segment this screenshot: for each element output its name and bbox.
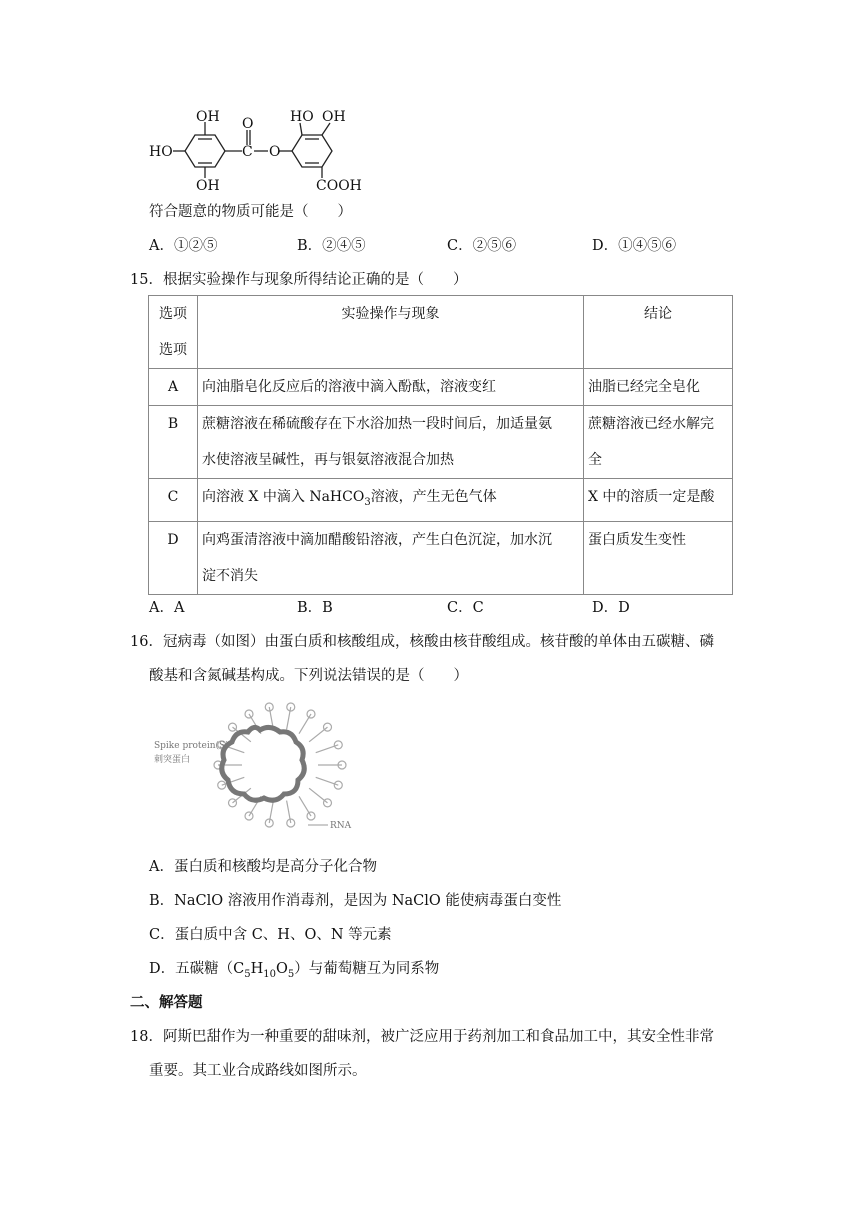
table-row: D 向鸡蛋清溶液中滴加醋酸铅溶液，产生白色沉淀，加水沉 淀不消失 蛋白质发生变性 bbox=[149, 521, 733, 594]
table-row: A 向油脂皂化反应后的溶液中滴入酚酞，溶液变红 油脂已经完全皂化 bbox=[149, 369, 733, 406]
table-row: C 向溶液 X 中滴入 NaHCO$_3$溶液，产生无色气体 X 中的溶质一定是酸 bbox=[149, 479, 733, 522]
oh-label: OH bbox=[196, 109, 220, 125]
question-18-line1: 18．阿斯巴甜作为一种重要的甜味剂，被广泛应用于药剂加工和食品加工中，其安全性非常 bbox=[130, 1029, 714, 1045]
header-operation: 实验操作与现象 bbox=[198, 296, 584, 369]
spike-head bbox=[307, 710, 315, 718]
spike-label-cn: 刺突蛋白 bbox=[154, 755, 191, 765]
oh-label: OH bbox=[322, 109, 346, 125]
table-row: B 蔗糖溶液在稀硫酸存在下水浴加热一段时间后，加适量氨 水使溶液呈碱性，再与银氨溶液混合加热 蔗糖溶液已经水解完 全 bbox=[149, 406, 733, 479]
q15-option-b: B．B bbox=[297, 600, 333, 616]
q14-option-a: A．①②⑤ bbox=[149, 238, 218, 254]
header-conclusion: 结论 bbox=[584, 296, 733, 369]
carbonyl-oxygen-label: O bbox=[242, 116, 254, 132]
ho-label: HO bbox=[290, 109, 314, 125]
q16-option-a: A．蛋白质和核酸均是高分子化合物 bbox=[149, 859, 377, 875]
q14-option-b: B．②④⑤ bbox=[297, 238, 366, 254]
carbon-label: C bbox=[242, 144, 253, 160]
spike-head bbox=[218, 781, 226, 789]
q14-option-d: D．①④⑤⑥ bbox=[592, 238, 677, 254]
question-14-stem: 符合题意的物质可能是（ ） bbox=[149, 204, 352, 220]
question-16-stem-line2: 酸基和含氮碱基构成。下列说法错误的是（ ） bbox=[149, 668, 468, 684]
header-option: 选项 选项 bbox=[149, 296, 198, 369]
section-title: 二、解答题 bbox=[130, 994, 203, 1011]
q16-option-c: C．蛋白质中含 C、H、O、N 等元素 bbox=[149, 927, 392, 943]
table-header-row bbox=[149, 296, 733, 369]
q15-option-a: A．A bbox=[149, 600, 185, 616]
oh-label: OH bbox=[196, 178, 220, 194]
ho-label: HO bbox=[149, 144, 173, 160]
spike-label: Spike protein(S) bbox=[154, 741, 229, 751]
question-18-line2: 重要。其工业合成路线如图所示。 bbox=[149, 1063, 367, 1079]
q15-option-d: D．D bbox=[592, 600, 630, 616]
cooh-label: COOH bbox=[316, 178, 362, 194]
rna-label: RNA bbox=[330, 821, 352, 831]
experiment-table bbox=[148, 295, 733, 595]
ester-molecule-structure bbox=[140, 108, 390, 198]
q14-option-c: C．②⑤⑥ bbox=[447, 238, 517, 254]
spike-head bbox=[245, 812, 253, 820]
question-15-stem: 15．根据实验操作与现象所得结论正确的是（ ） bbox=[130, 272, 468, 288]
ester-oxygen-label: O bbox=[269, 144, 281, 160]
q16-option-d: D．五碳糖$(C_5H_{10}O_5)$与葡萄糖互为同系物 bbox=[149, 961, 440, 980]
q15-option-c: C．C bbox=[447, 600, 484, 616]
q16-option-b: B．NaClO 溶液用作消毒剂，是因为 NaClO 能使病毒蛋白变性 bbox=[149, 893, 562, 909]
coronavirus-figure bbox=[150, 700, 370, 840]
spike-head bbox=[307, 812, 315, 820]
spike-head bbox=[245, 710, 253, 718]
question-16-stem-line1: 16．冠病毒（如图）由蛋白质和核酸组成，核酸由核苷酸组成。核苷酸的单体由五碳糖、磷 bbox=[130, 634, 714, 650]
